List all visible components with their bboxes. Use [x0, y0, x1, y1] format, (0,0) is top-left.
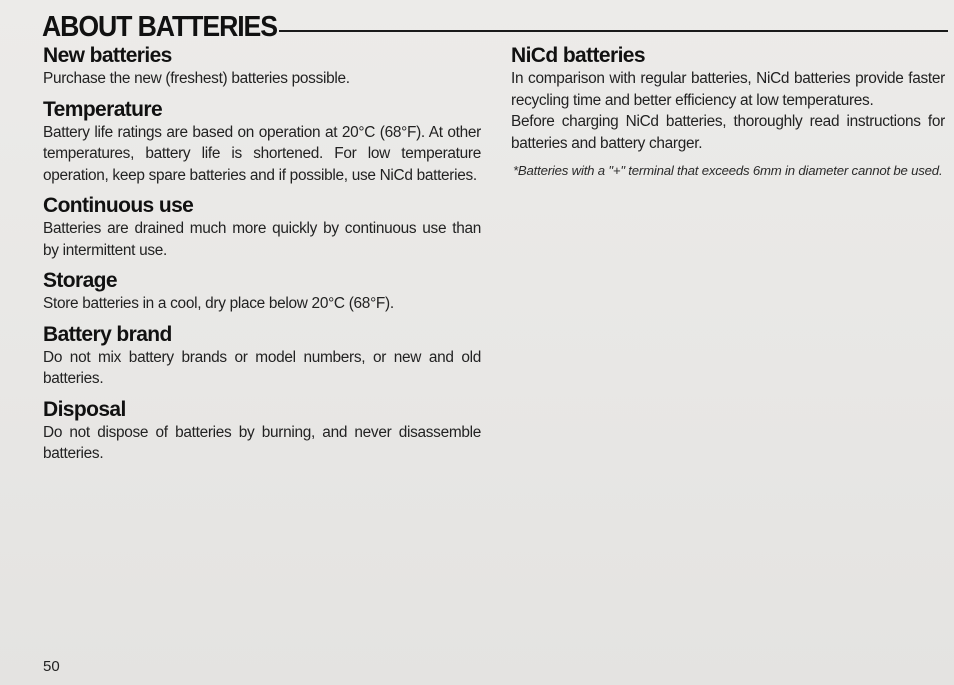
nicd-paragraph: In comparison with regular batteries, NiCd batteries provide faster recycling time and better efficiency at low temperatures. — [511, 70, 945, 109]
title-row — [42, 8, 948, 46]
right-column — [511, 44, 945, 194]
section-body: Purchase the new (freshest) batteries possible. — [43, 70, 350, 87]
section-body: Battery life ratings are based on operation at 20°C (68°F). At other temperatures, battery life is shortened. For low temperature operation, keep spare batteries and if possible, use NiCd batteries. — [43, 123, 481, 184]
left-column — [43, 44, 481, 465]
section-nicd-batteries — [511, 44, 945, 181]
section-body: Do not dispose of batteries by burning, and never disassemble batteries. — [43, 423, 481, 462]
page-title: ABOUT BATTERIES — [42, 10, 277, 43]
section-body: Batteries are drained much more quickly by continuous use than by intermittent use. — [43, 220, 481, 259]
section-heading: Temperature — [43, 97, 163, 121]
section-heading: Continuous use — [43, 194, 194, 217]
section-disposal — [43, 398, 481, 465]
section-new-batteries — [43, 44, 481, 90]
section-temperature — [43, 98, 481, 187]
section-heading: Storage — [43, 269, 117, 292]
terminal-footnote: *Batteries with a "+" terminal that exceeds 6mm in diameter cannot be used. — [513, 163, 943, 178]
section-continuous-use — [43, 194, 481, 261]
section-heading: New batteries — [43, 44, 172, 67]
section-storage — [43, 269, 481, 315]
section-body: Do not mix battery brands or model numbers, or new and old batteries. — [43, 348, 481, 387]
title-rule — [279, 30, 948, 32]
section-heading: NiCd batteries — [511, 44, 645, 67]
section-body: Store batteries in a cool, dry place below 20°C (68°F). — [43, 295, 394, 312]
section-heading: Battery brand — [43, 322, 172, 346]
page-number: 50 — [43, 658, 60, 675]
nicd-paragraph: Before charging NiCd batteries, thoroughly read instructions for batteries and battery charger. — [511, 113, 945, 152]
section-heading: Disposal — [43, 397, 126, 421]
section-battery-brand — [43, 323, 481, 390]
